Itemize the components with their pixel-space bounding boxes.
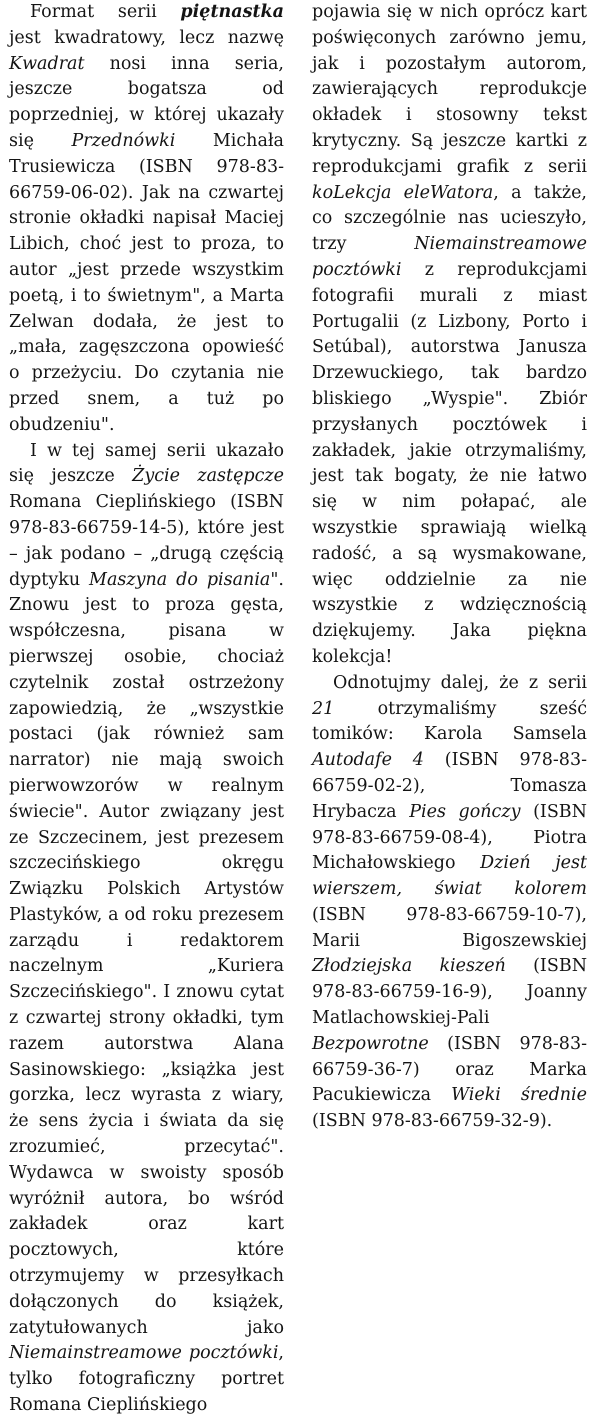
emphasized-text: Niemainstreamowe pocztówki (9, 1343, 279, 1364)
text-run: z reprodukcjami fotografii murali z miast Portugalii (z Lizbony, Porto i Setúbal), autorstwa Janusza Drzewuckiego, tak bardzo bliskiego „Wyspie". Zbiór przysłanych pocztówek i zakładek, jakie otrzymaliśmy, jest tak bogaty, że nie łatwo się w nim połapać, ale wszystkie sprawiają wielką radość, a są wysmakowane, więc oddzielnie za nie wszystkie z wdzięcznością dziękujemy. Jaka piękna kolekcja! (312, 259, 587, 667)
emphasized-text: Złodziejska kieszeń (312, 956, 506, 977)
paragraph (9, 0, 284, 439)
text-run: ". Znowu jest to proza gęsta, współczesna, pisana w pierwszej osobie, chociaż czytelnik został ostrzeżony zapowiedzią, że „wszystkie postaci (jak również sam narrator) nie mają swoich pierwowzorów w realnym świecie". Autor związany jest ze Szczecinem, jest prezesem szczecińskiego okręgu Związku Polskich Artystów Plastyków, a od roku prezesem zarządu i redaktorem naczelnym „Kuriera Szczecińskiego". I znowu cytat z czwartej strony okładki, tym razem autorstwa Alana Sasinowskiego: „książka jest gorzka, lecz wyrasta z wiary, że sens życia i świata da się zrozumieć, przecytać". Wydawca w swoisty sposób wyróżnił autora, bo wśród zakładek oraz kart pocztowych, które otrzymujemy w przesyłkach dołączonych do książek, zatytułowanych jako (9, 569, 284, 1338)
text-run: (ISBN 978-83-66759-02-2), Tomasza Hrybacza (312, 750, 587, 822)
emphasized-text: Bezpowrotne (312, 1033, 429, 1054)
text-run: pojawia się w nich oprócz kart poświęconych zarówno jemu, jak i pozostałym autorom, zawierających reprodukcje okładek i stosowny tekst krytyczny. Są jeszcze kartki z reprodukcjami grafik z serii (312, 2, 587, 177)
text-run: (ISBN 978-83-66759-10-7), Marii Bigoszewskiej (312, 904, 587, 951)
text-run: (ISBN 978-83-66759-16-9), Joanny Matlachowskiej-Pali (312, 956, 588, 1029)
emphasized-text: Dzień jest wierszem, świat kolorem (312, 853, 587, 900)
paragraph (9, 439, 284, 1419)
emphasized-text: Życie zastępcze (132, 466, 285, 487)
text-run: I w tej samej serii ukazało się jeszcze (9, 440, 284, 487)
text-run: , tylko fotograficzny portret Romana Cieplińskiego (9, 1343, 284, 1416)
text-run: , a także, co szczególnie nas ucieszyło, trzy (312, 182, 587, 255)
emphasized-text: Kwadrat (9, 53, 85, 74)
emphasized-text: Pies gończy (409, 801, 521, 822)
paragraph (312, 671, 587, 1135)
text-run: Format serii (30, 2, 181, 22)
text-run: (ISBN 978-83-66759-36-7) oraz Marka Pacukiewicza (312, 1033, 587, 1106)
emphasized-text: Niemainstreamowe pocztówki (312, 234, 587, 280)
text-run: Romana Cieplińskiego (ISBN 978-83-66759-14-5), które jest – jak podano – „drugą częścią dyptyku (9, 492, 284, 590)
text-run: jest kwadratowy, lecz nazwę (9, 27, 284, 48)
text-run: nosi inna seria, jeszcze bogatsza od poprzedniej, w której ukazały się (9, 53, 284, 151)
text-run: otrzymaliśmy sześć tomików: Karola Samsela (312, 698, 587, 745)
emphasized-text: koLekcja eleWatora (312, 182, 494, 203)
left-text-column (9, 0, 284, 1419)
emphasized-text: Wieki średnie (451, 1085, 587, 1106)
text-run: Odnotujmy dalej, że z serii (333, 672, 587, 693)
emphasized-text: piętnastka (180, 2, 284, 22)
text-run: (ISBN 978-83-66759-32-9). (312, 1111, 553, 1132)
emphasized-text: Przednówki (71, 130, 176, 151)
right-text-column (312, 0, 587, 1135)
emphasized-text: Maszyna do pisania (89, 569, 271, 590)
paragraph-continuation (312, 0, 587, 671)
text-run: (ISBN 978-83-66759-08-4), Piotra Michałowskiego (312, 801, 587, 874)
emphasized-text: 21 (312, 698, 335, 719)
text-run: Michała Trusiewicza (ISBN 978-83-66759-06-02). Jak na czwartej stronie okładki napisał Maciej Libich, choć jest to proza, to autor „jest przede wszystkim poetą, i to świetnym", a Marta Zelwan dodała, że jest to „mała, zagęszczona opowieść o przeżyciu. Do czytania nie przed snem, a tuż po obudzeniu". (9, 130, 284, 435)
emphasized-text: Autodafe 4 (312, 750, 424, 771)
